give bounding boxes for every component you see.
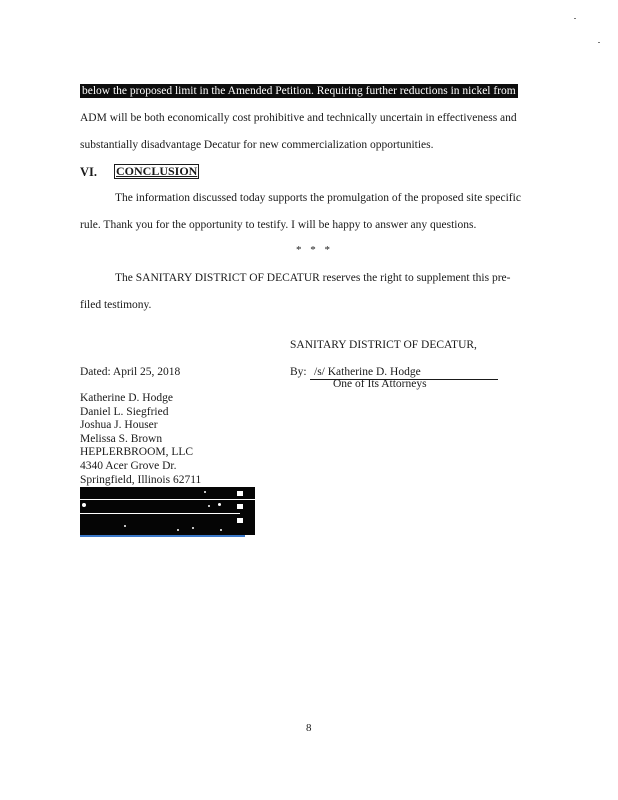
scan-artifact <box>598 42 600 43</box>
body-text-line: ADM will be both economically cost prohibitive and technically uncertain in effectiveness and <box>80 112 517 124</box>
signature-organization: SANITARY DISTRICT OF DECATUR, <box>290 339 477 351</box>
attorney-line: Melissa S. Brown <box>80 432 163 445</box>
dated-line: Dated: April 25, 2018 <box>80 366 181 378</box>
signature-name: /s/ Katherine D. Hodge <box>314 366 421 378</box>
conclusion-text-line: The information discussed today supports the promulgation of the proposed site specific <box>115 192 521 204</box>
attorney-line: Joshua J. Houser <box>80 419 158 432</box>
section-number: VI. <box>80 165 98 179</box>
body-text-line: substantially disadvantage Decatur for new commercialization opportunities. <box>80 139 434 151</box>
reservation-text-line: The SANITARY DISTRICT OF DECATUR reserves the right to supplement this pre- <box>115 272 511 284</box>
redacted-contact-block <box>80 487 255 535</box>
scan-artifact <box>574 18 576 19</box>
redacted-email-link <box>80 535 245 537</box>
conclusion-text-line: rule. Thank you for the opportunity to testify. I will be happy to answer any questions. <box>80 219 477 231</box>
signature-role: One of Its Attorneys <box>333 378 427 390</box>
section-separator: * * * <box>296 244 333 256</box>
attorney-line: HEPLERBROOM, LLC <box>80 446 194 459</box>
attorney-line: Katherine D. Hodge <box>80 392 173 404</box>
attorney-block <box>80 392 201 487</box>
attorney-line: 4340 Acer Grove Dr. <box>80 459 177 472</box>
highlighted-text-line: below the proposed limit in the Amended Petition. Requiring further reductions in nickel from <box>82 85 516 97</box>
attorney-line: Springfield, Illinois 62711 <box>80 473 202 486</box>
signature-by-label: By: <box>290 366 307 378</box>
section-title: CONCLUSION <box>116 164 198 178</box>
reservation-text-line: filed testimony. <box>80 299 152 311</box>
attorney-line: Daniel L. Siegfried <box>80 405 169 418</box>
page-number: 8 <box>306 722 312 734</box>
